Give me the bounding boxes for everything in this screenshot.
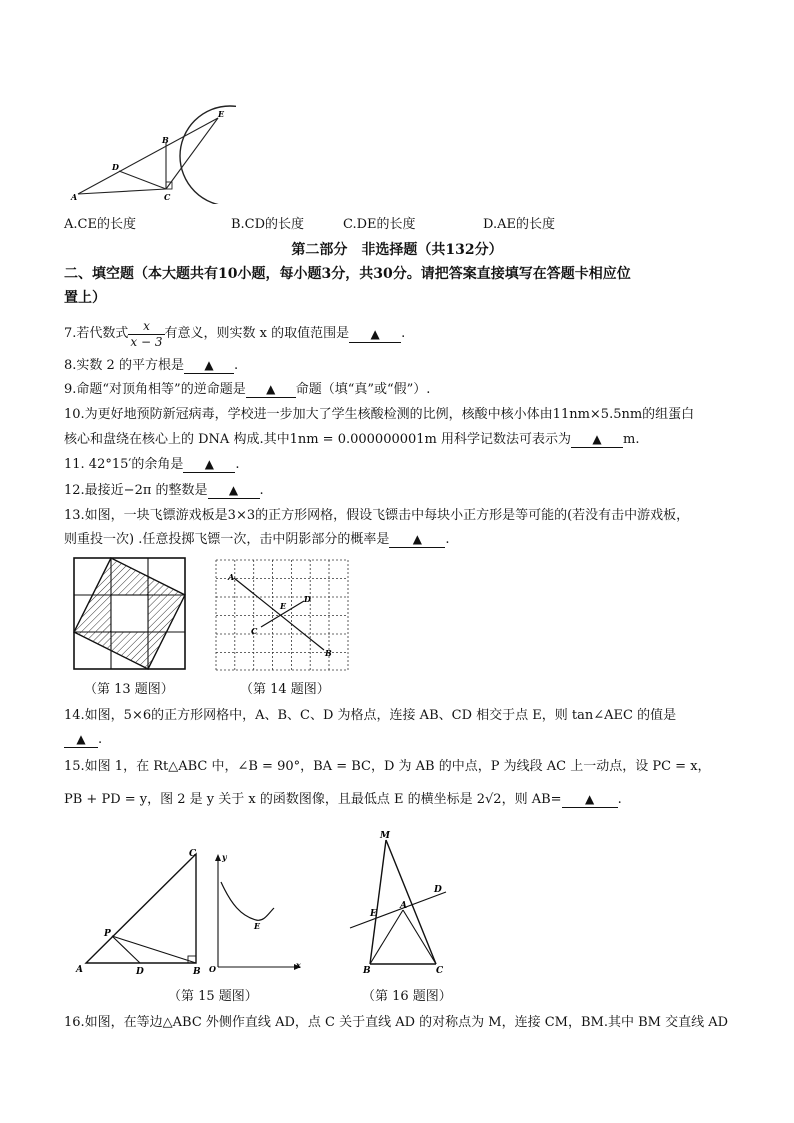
fig16-triangle [340,826,460,976]
label-a: A [71,192,78,202]
triangle-abc [86,854,196,963]
q10-text-pre: 核心和盘绕在核心上的 DNA 构成.其中1nm = 0.000000001m 用科学记数法可表示为 [64,432,572,447]
q14-answer-blank: ▲ [64,731,98,748]
q13-answer-blank: ▲ [389,531,445,548]
q9-answer-blank: ▲ [246,381,296,398]
q12-text: 12.最接近−2π 的整数是 [64,483,208,498]
label-a: A [76,965,83,975]
fig13-dartboard [72,556,188,672]
label-c: C [164,192,171,202]
q6-option-b: B.CD的长度 [231,217,305,232]
label-e: E [280,601,287,611]
label-e: E [254,921,261,931]
section2-heading-line1: 二、填空题（本大题共有10小题，每小题3分，共30分。请把答案直接填写在答题卡相应位 [64,266,631,282]
fig15-function-graph [206,852,306,972]
q8-text: 8.实数 2 的平方根是 [64,358,184,373]
q7-post: 有意义，则实数 x 的取值范围是 [164,326,350,341]
fig16-caption: （第 16 题图） [362,989,452,1004]
fig15-triangle [72,846,202,976]
label-e: E [218,109,225,119]
question-11: 11. 42°15′的余角是 ▲ . [64,457,240,472]
label-d: D [434,885,442,895]
label-m: M [380,831,390,841]
label-y: y [222,852,227,862]
label-c: C [189,849,197,859]
question-15-line1: 15.如图 1，在 Rt△ABC 中，∠B = 90°，BA = BC，D 为 AB 的中点，P 为线段 AC 上一动点，设 PC = x， [64,759,711,774]
segment-pb [112,936,196,963]
segment-ac [403,910,436,964]
question-8: 8.实数 2 的平方根是 ▲ . [64,358,239,373]
question-13-line2: 则重投一次) .任意投掷飞镖一次，击中阴影部分的概率是 ▲ . [64,532,450,547]
label-p: P [104,929,111,939]
question-12: 12.最接近−2π 的整数是 ▲ . [64,483,264,498]
function-curve [221,882,274,920]
line-a-c [78,189,166,194]
q6-option-c: C.DE的长度 [343,217,416,232]
q6-option-d: D.AE的长度 [483,217,555,232]
label-o: O [209,964,216,972]
q13-text: 则重投一次) .任意投掷飞镖一次，击中阴影部分的概率是 [64,532,390,547]
q11-text: 11. 42°15′的余角是 [64,457,184,472]
part2-title: 第二部分 非选择题（共132分） [291,242,503,258]
question-13-line1: 13.如图，一块飞镖游戏板是3×3的正方形网格，假设飞镖击中每块小正方形是等可能的(若没有击中游戏板， [64,508,690,523]
circle-shape [180,106,236,204]
fig15-caption: （第 15 题图） [168,989,258,1004]
question-9 [64,380,430,400]
question-7: 7.若代数式 $\frac{x}{x - 3}$ 有意义，则实数 x 的取值范围是 ▲ . [64,318,406,349]
q9-text-pre: 9.命题“对顶角相等”的逆命题是 [64,382,246,397]
q12-answer-blank: ▲ [208,482,260,499]
q7-numerator: x [128,319,164,335]
section2-heading-line2: 置上） [64,290,106,306]
question-10-line1: 10.为更好地预防新冠病毒，学校进一步加大了学生核酸检测的比例，核酸中核小体由11nm×5.5nm的组蛋白 [64,407,695,422]
label-d: D [304,594,311,604]
question-10-line2 [64,430,639,450]
q6-circle-figure [66,96,236,204]
label-b: B [162,135,169,145]
label-b: B [363,966,371,976]
label-c: C [251,626,258,636]
label-e: E [370,909,377,919]
label-c: C [436,966,444,976]
q7-answer-blank: ▲ [349,326,401,343]
fig13-caption: （第 13 题图） [84,682,174,697]
question-14-line1: 14.如图，5×6的正方形网格中，A、B、C、D 为格点，连接 AB、CD 相交于点 E，则 tan∠AEC 的值是 [64,708,677,723]
q11-answer-blank: ▲ [183,456,235,473]
label-a: A [400,901,407,911]
label-b: B [193,967,201,976]
line-d-c [119,171,166,189]
segment-mc [386,840,436,964]
center-square [111,595,148,632]
q10-text-post: m. [623,432,640,447]
label-x: x [296,960,301,970]
q10-answer-blank: ▲ [571,431,623,448]
segment-mb [370,840,386,964]
line-c-e [166,118,218,189]
fig14-caption: （第 14 题图） [240,682,330,697]
q7-denominator: x − 3 [130,334,163,349]
q15-answer-blank: ▲ [562,791,618,808]
label-d: D [136,967,144,976]
q7-pre: 7.若代数式 [64,326,129,341]
line-ad [350,892,446,928]
label-d: D [112,162,119,172]
question-16-line1: 16.如图，在等边△ABC 外侧作直线 AD，点 C 关于直线 AD 的对称点为 M，连接 CM，BM.其中 BM 交直线 AD [64,1015,729,1030]
q15-text: PB + PD = y，图 2 是 y 关于 x 的函数图像，且最低点 E 的横坐标是 2√2，则 AB= [64,792,562,807]
q7-fraction [128,319,164,350]
question-14-line2: ▲ . [64,730,102,750]
label-a: A [228,572,235,582]
q9-text-post: 命题（填“真”或“假”）. [295,382,431,397]
q6-option-a: A.CE的长度 [64,217,136,232]
label-b: B [325,648,332,658]
q8-answer-blank: ▲ [184,357,234,374]
question-15-line2: PB + PD = y，图 2 是 y 关于 x 的函数图像，且最低点 E 的横坐标是 2√2，则 AB= ▲ . [64,792,622,807]
fig14-grid [214,558,350,672]
